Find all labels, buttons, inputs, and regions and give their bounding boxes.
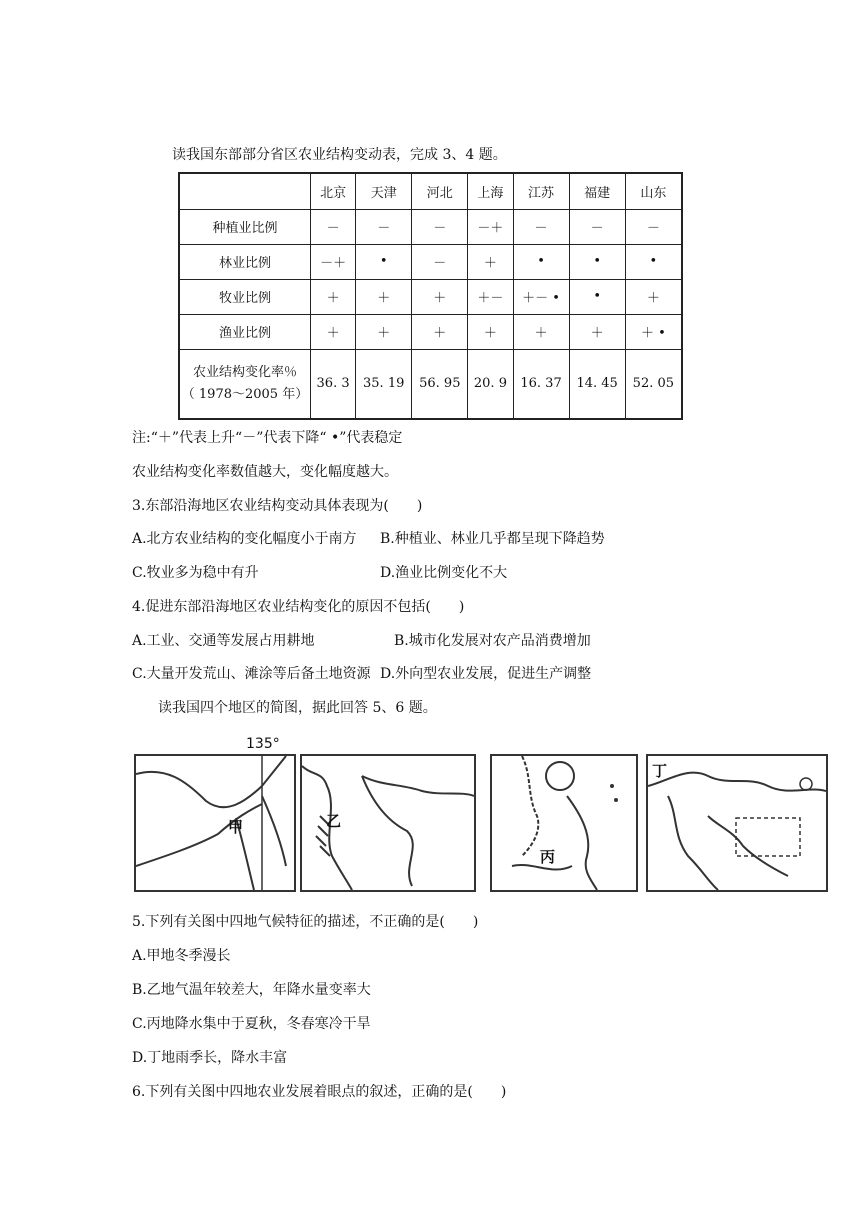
table-cell: 20. 9	[468, 349, 513, 419]
map-label-jia: 甲	[228, 818, 244, 836]
table-note-rate: 农业结构变化率数值越大，变化幅度越大。	[132, 464, 398, 480]
table-cell: －＋	[311, 244, 356, 279]
table-row	[179, 244, 682, 279]
table-cell: ＋－	[468, 279, 513, 314]
table-cell: ＋	[412, 314, 468, 349]
row-label: 牧业比例	[179, 279, 311, 314]
table-cell: －	[311, 209, 356, 244]
q3-option-d: D.渔业比例变化不大	[380, 565, 508, 581]
table-row	[179, 279, 682, 314]
map-label-bing: 丙	[540, 848, 556, 866]
map-label-yi: 乙	[326, 812, 342, 830]
table-header-cell: 北京	[311, 173, 356, 209]
table-cell: ＋	[625, 279, 682, 314]
table-cell: ＋	[311, 279, 356, 314]
rate-label-line2: （ 1978～2005 年）	[181, 386, 309, 402]
row-label: 种植业比例	[179, 209, 311, 244]
table-cell: ＋	[569, 314, 625, 349]
q5-stem: 5.下列有关图中四地气候特征的描述，不正确的是( )	[132, 914, 479, 930]
row-label: 林业比例	[179, 244, 311, 279]
q4-option-a: A.工业、交通等发展占用耕地	[132, 633, 315, 649]
map-jia	[134, 754, 296, 892]
table-cell: 14. 45	[569, 349, 625, 419]
table-cell: ＋	[412, 279, 468, 314]
table-cell: 52. 05	[625, 349, 682, 419]
intro-text-maps: 读我国四个地区的简图，据此回答 5、6 题。	[158, 700, 437, 716]
map-ding	[646, 754, 828, 892]
map-jia-drawing	[136, 756, 294, 890]
table-cell: ＋	[468, 314, 513, 349]
table-cell: •	[513, 244, 569, 279]
q3-option-a: A.北方农业结构的变化幅度小于南方	[132, 531, 357, 547]
table-header-cell: 江苏	[513, 173, 569, 209]
table-cell: •	[625, 244, 682, 279]
q5-option-c: C.丙地降水集中于夏秋，冬春寒冷干旱	[132, 1016, 371, 1032]
table-cell: －	[356, 209, 412, 244]
table-cell: 35. 19	[356, 349, 412, 419]
map-yi	[300, 754, 476, 892]
q3-option-c: C.牧业多为稳中有升	[132, 565, 259, 581]
q3-option-b: B.种植业、林业几乎都呈现下降趋势	[380, 531, 605, 547]
map-ding-drawing	[648, 756, 826, 890]
table-row-rate	[179, 349, 682, 419]
map-label-ding: 丁	[652, 762, 668, 780]
map-bing-drawing	[492, 756, 636, 890]
table-header-row	[179, 173, 682, 209]
rate-label-line1: 农业结构变化率％	[192, 364, 297, 380]
table-header-cell: 福建	[569, 173, 625, 209]
q3-stem: 3.东部沿海地区农业结构变动具体表现为( )	[132, 498, 423, 514]
region-maps	[132, 738, 828, 894]
table-cell: ＋ •	[625, 314, 682, 349]
map-bing	[490, 754, 638, 892]
table-cell: ＋	[513, 314, 569, 349]
table-note-legend: 注:“＋”代表上升“－”代表下降“ •”代表稳定	[132, 430, 403, 446]
intro-text-table: 读我国东部部分省区农业结构变动表，完成 3、4 题。	[172, 147, 507, 163]
table-cell: 56. 95	[412, 349, 468, 419]
q4-option-c: C.大量开发荒山、滩涂等后备土地资源	[132, 666, 371, 682]
table-cell: －＋	[468, 209, 513, 244]
table-cell: ＋	[356, 279, 412, 314]
agriculture-structure-table	[178, 172, 683, 420]
longitude-label: 135°	[246, 736, 280, 752]
table-cell: －	[513, 209, 569, 244]
q5-option-b: B.乙地气温年较差大，年降水量变率大	[132, 982, 371, 998]
table-cell: •	[356, 244, 412, 279]
table-header-cell: 河北	[412, 173, 468, 209]
table-header-cell	[179, 173, 311, 209]
table-cell: ＋	[468, 244, 513, 279]
table-row	[179, 314, 682, 349]
table-cell: －	[625, 209, 682, 244]
table-cell: ＋－ •	[513, 279, 569, 314]
table-row	[179, 209, 682, 244]
row-label	[179, 349, 311, 419]
table-cell: －	[569, 209, 625, 244]
q5-option-d: D.丁地雨季长，降水丰富	[132, 1050, 288, 1066]
table-cell: －	[412, 244, 468, 279]
table-cell: •	[569, 279, 625, 314]
table-cell: －	[412, 209, 468, 244]
q4-option-d: D.外向型农业发展，促进生产调整	[380, 666, 592, 682]
table-header-cell: 上海	[468, 173, 513, 209]
q4-stem: 4.促进东部沿海地区农业结构变化的原因不包括( )	[132, 599, 465, 615]
table-cell: 36. 3	[311, 349, 356, 419]
table-cell: 16. 37	[513, 349, 569, 419]
table-header-cell: 山东	[625, 173, 682, 209]
row-label: 渔业比例	[179, 314, 311, 349]
table-header-cell: 天津	[356, 173, 412, 209]
q4-option-b: B.城市化发展对农产品消费增加	[394, 633, 591, 649]
table-cell: ＋	[356, 314, 412, 349]
q5-option-a: A.甲地冬季漫长	[132, 948, 231, 964]
table-cell: •	[569, 244, 625, 279]
q6-stem: 6.下列有关图中四地农业发展着眼点的叙述，正确的是( )	[132, 1084, 507, 1100]
table-cell: ＋	[311, 314, 356, 349]
